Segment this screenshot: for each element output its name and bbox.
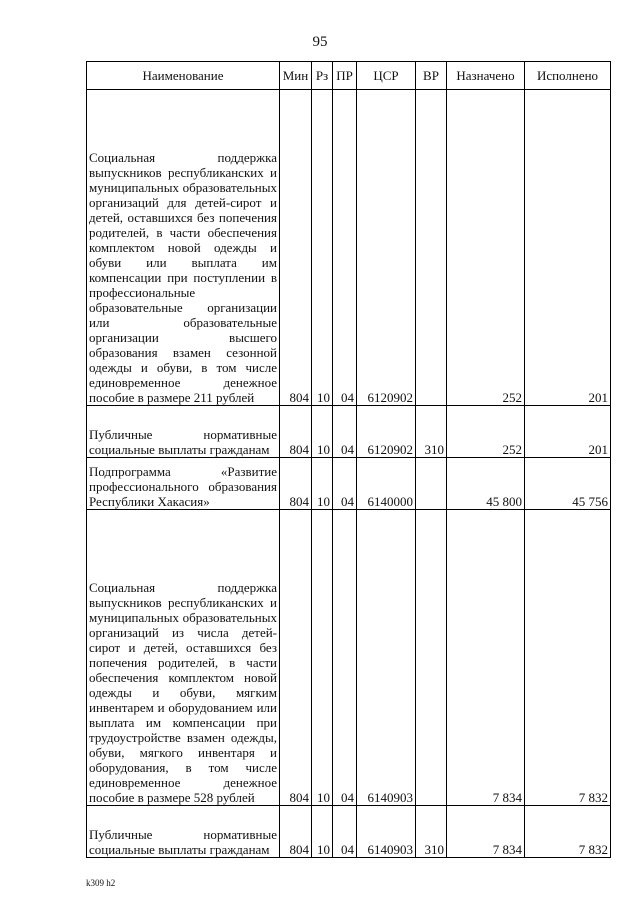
table-row: [87, 90, 611, 406]
row-executed: 7 832: [525, 510, 611, 806]
row-min: 804: [280, 510, 312, 806]
row-rz: 10: [312, 90, 333, 406]
row-min: 804: [280, 90, 312, 406]
row-csr: 6120902: [357, 90, 416, 406]
row-name: Публичные нормативные социальные выплаты гражданам: [87, 806, 280, 858]
row-pr: 04: [333, 406, 357, 458]
row-vr: [416, 458, 447, 510]
header-rz: Рз: [312, 62, 333, 90]
row-vr: 310: [416, 806, 447, 858]
header-executed: Исполнено: [525, 62, 611, 90]
row-rz: 10: [312, 806, 333, 858]
row-pr: 04: [333, 90, 357, 406]
row-csr: 6140903: [357, 510, 416, 806]
table-row: [87, 458, 611, 510]
row-name: Социальная поддержка выпускников республиканских и муниципальных образовательных организаций из числа детей-сирот и детей, оставшихся без попечения родителей, в части обеспечения комплектом новой одежды и обуви, мягким инвентарем и оборудованием или выплата им компенсации при трудоустройстве взамен одежды, обуви, мягкого инвентаря и оборудования, в том числе единовременное денежное пособие в размере 528 рублей: [87, 510, 280, 806]
table-row: [87, 806, 611, 858]
row-pr: 04: [333, 806, 357, 858]
row-executed: 7 832: [525, 806, 611, 858]
row-assigned: 7 834: [447, 510, 525, 806]
row-assigned: 252: [447, 90, 525, 406]
row-min: 804: [280, 406, 312, 458]
budget-table: [86, 61, 611, 858]
row-rz: 10: [312, 406, 333, 458]
header-csr: ЦСР: [357, 62, 416, 90]
row-min: 804: [280, 458, 312, 510]
row-csr: 6140903: [357, 806, 416, 858]
row-name: Социальная поддержка выпускников республиканских и муниципальных образовательных организаций для детей-сирот и детей, оставшихся без попечения родителей, в части обеспечения комплектом новой одежды и обуви или выплата им компенсации при поступлении в профессиональные образовательные организации или образовательные организации высшего образования взамен сезонной одежды и обуви, в том числе единовременное денежное пособие в размере 211 рублей: [87, 90, 280, 406]
row-executed: 201: [525, 90, 611, 406]
row-executed: 201: [525, 406, 611, 458]
row-rz: 10: [312, 510, 333, 806]
row-assigned: 252: [447, 406, 525, 458]
row-csr: 6120902: [357, 406, 416, 458]
table-row: [87, 406, 611, 458]
header-name: Наименование: [87, 62, 280, 90]
header-pr: ПР: [333, 62, 357, 90]
table-header-row: [87, 62, 611, 90]
row-vr: [416, 90, 447, 406]
row-rz: 10: [312, 458, 333, 510]
row-name: Публичные нормативные социальные выплаты гражданам: [87, 406, 280, 458]
footer-code: k309 h2: [86, 878, 116, 888]
row-min: 804: [280, 806, 312, 858]
row-assigned: 45 800: [447, 458, 525, 510]
row-csr: 6140000: [357, 458, 416, 510]
page-number: 95: [312, 34, 328, 50]
row-vr: [416, 510, 447, 806]
row-vr: 310: [416, 406, 447, 458]
row-executed: 45 756: [525, 458, 611, 510]
row-pr: 04: [333, 510, 357, 806]
table-row: [87, 510, 611, 806]
row-pr: 04: [333, 458, 357, 510]
row-assigned: 7 834: [447, 806, 525, 858]
header-min: Мин: [280, 62, 312, 90]
header-vr: ВР: [416, 62, 447, 90]
row-name: Подпрограмма «Развитие профессионального образования Республики Хакасия»: [87, 458, 280, 510]
header-assigned: Назначено: [447, 62, 525, 90]
